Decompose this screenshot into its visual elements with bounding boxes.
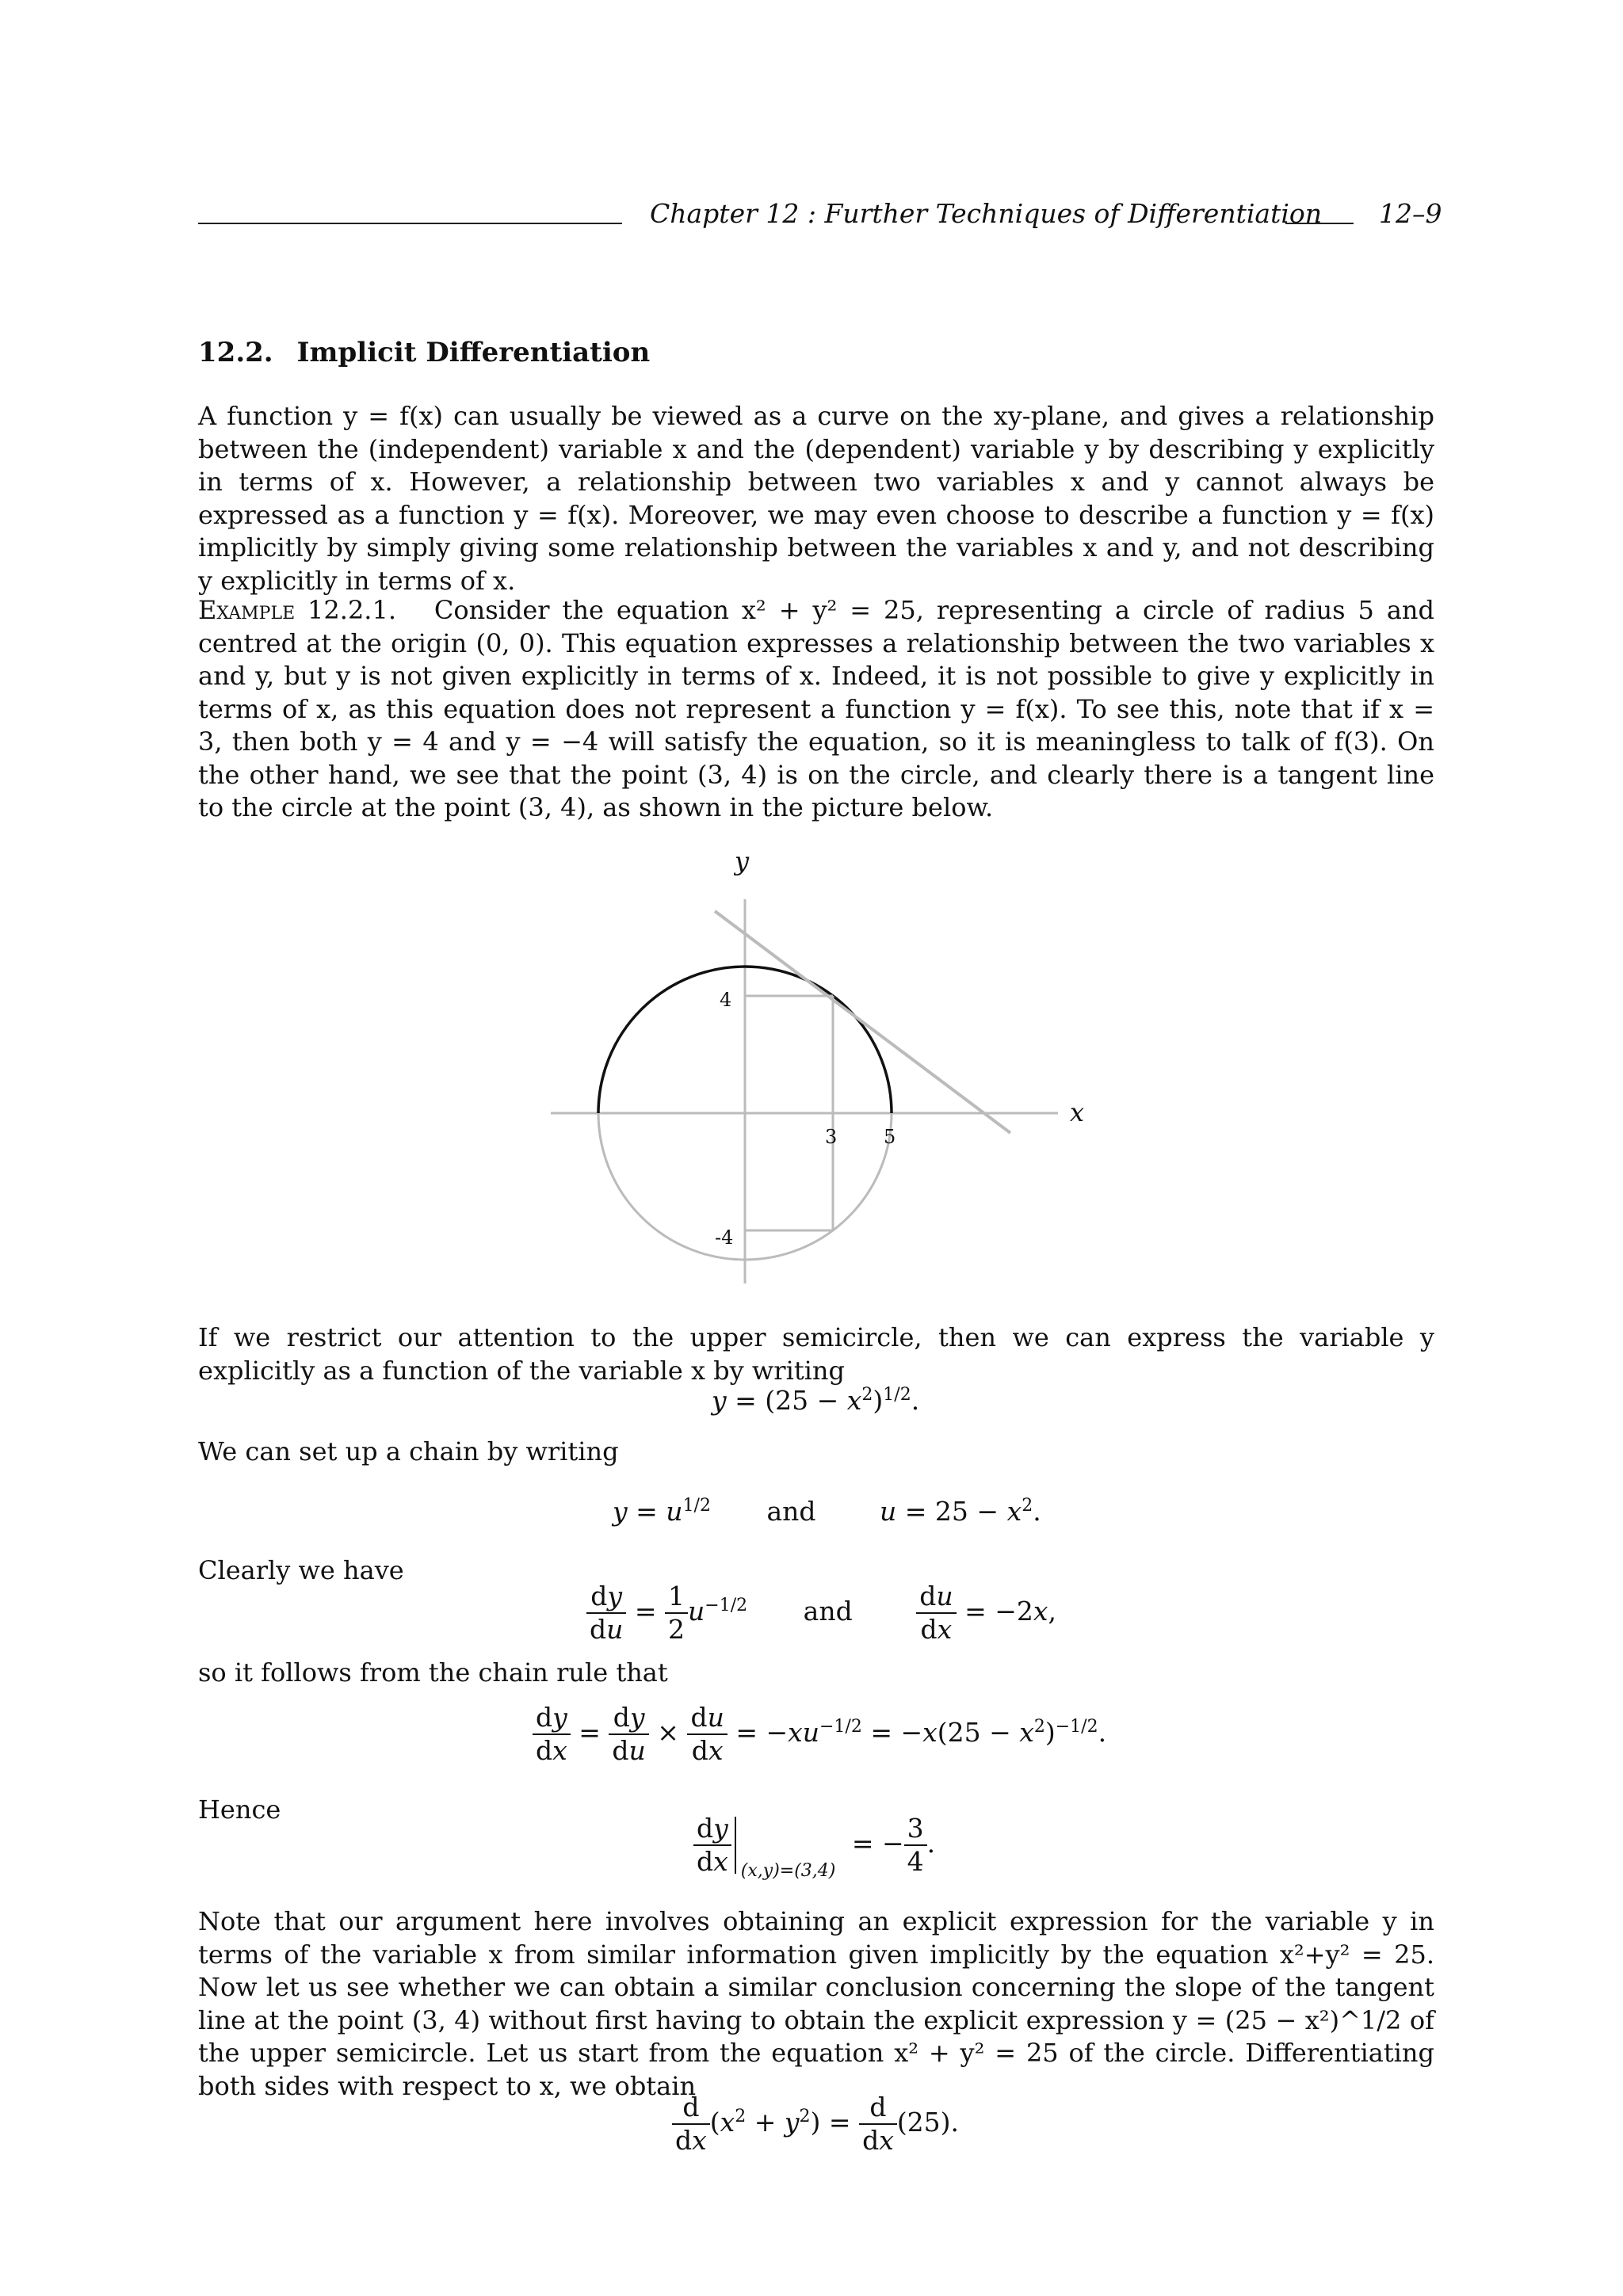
header-rule-right [1285,223,1354,224]
chain-setup-text: We can set up a chain by writing [198,1436,619,1466]
header-rule-left [198,223,622,224]
example-body: Consider the equation x² + y² = 25, representing a circle of radius 5 and centred at the origin (0, 0). This equation expresses a relationship between the two variables x and y, but y is not given explicitly in terms of x. Indeed, it is not possible to give y explicitly in terms of x, as this equation does not represent a function y = f(x). To see this, note that if x = 3, then both y = 4 and y = −4 will satisfy the equation, so it is meaningless to talk of f(3). On the other hand, we see that the point (3, 4) is on the circle, and clearly there is a tangent line to the circle at the point (3, 4), as shown in the picture below. [198,595,1435,822]
hence-text: Hence [198,1794,281,1825]
example-label: Example 12.2.1. [198,595,397,625]
header-chapter-title: Chapter 12 : Further Techniques of Differentiation [650,198,1323,229]
tick-label-3: 3 [825,1126,838,1148]
tangent-line [715,911,1010,1133]
header-page-number: 12–9 [1379,198,1442,229]
example-paragraph [198,594,1434,825]
clearly-text: Clearly we have [198,1555,404,1585]
equation-slope-value: $\frac{dy}{dx}$ $_{(x,y)=(3,4)}$ = − $\frac{3}{4}$ . [693,1813,935,1878]
note-paragraph: Note that our argument here involves obtaining an explicit expression for the variable y in terms of the variable x from similar information given implicitly by the equation x²+y² = 25. Now let us see whether we can obtain a similar conclusion concerning the slope of the tangent line at the point (3, 4) without first having to obtain the explicit expression y = (25 − x²)^1/2 of the upper semicircle. Let us start from the equation x² + y² = 25 of the circle. Differentiating both sides with respect to x, we obtain [198,1906,1434,2101]
x-axis-label: x [1070,1097,1085,1127]
tick-label-4: 4 [720,989,732,1011]
restrict-paragraph: If we restrict our attention to the upper semicircle, then we can express the variable y explicitly as a function of the variable x by writing [198,1322,1434,1386]
equation-chain-setup: $y = u^{1/2}$ and $u = 25 - x^2$. [613,1496,1041,1527]
equation-implicit-derivative: $\frac{d}{dx}$ $(x^2 + y^2)$ = $\frac{d}{dx}$ (25). [672,2092,959,2157]
and-word-2: and [803,1596,853,1627]
equation-derivatives: $\frac{dy}{du}$ = $\frac{1}{2}$ $u^{-1/2}$ and $\frac{du}{dx}$ = −2x, [586,1581,1056,1646]
circle-figure [539,840,1109,1291]
section-heading [198,337,650,368]
y-axis-label: y [735,846,750,876]
chain-rule-text: so it follows from the chain rule that [198,1657,668,1688]
and-word-1: and [766,1496,816,1527]
section-title: Implicit Differentiation [296,337,651,368]
intro-paragraph: A function y = f(x) can usually be viewed as a curve on the xy-plane, and gives a relationship between the (independent) variable x and the (dependent) variable y by describing y explicitly in terms of x. However, a relationship between two variables x and y cannot always be expressed as a function y = f(x). Moreover, we may even choose to describe a function y = f(x) implicitly by simply giving some relationship between the variables x and y, and not describing y explicitly in terms of x. [198,401,1434,596]
equation-chain-rule: $\frac{dy}{dx}$ = $\frac{dy}{du}$ × $\frac{du}{dx}$ = $-xu^{-1/2} = -x(25 - x^2)^{-1/2}$. [533,1702,1106,1767]
section-number: 12.2. [198,337,273,368]
tick-label-5: 5 [884,1126,896,1148]
tick-label-neg4: -4 [715,1226,734,1249]
equation-explicit-y: $y = (25 - x^2)^{1/2}$. [712,1385,920,1416]
